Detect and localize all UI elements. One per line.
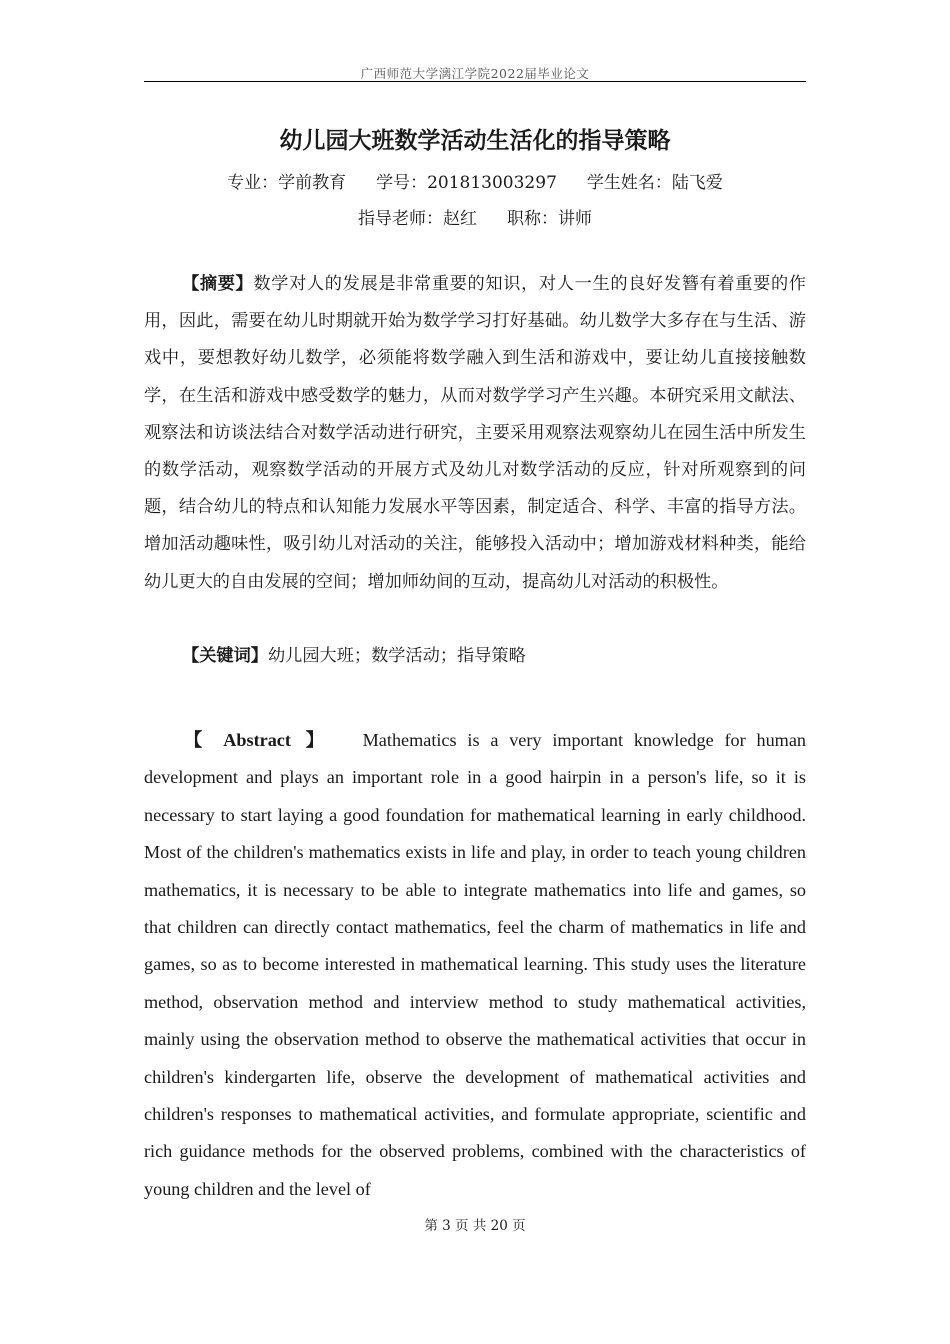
english-abstract [144,722,806,1208]
student-id-label: 学号：201813003297 [376,173,557,193]
chinese-abstract-label: 【摘要】 [182,274,254,294]
major-label: 专业：学前教育 [227,173,347,193]
running-header: 广西师范大学漓江学院2022届毕业论文 [360,66,590,81]
english-abstract-label: 【 Abstract 】 [184,730,331,750]
chinese-abstract-text: 数学对人的发展是非常重要的知识，对人一生的良好发簪有着重要的作用，因此，需要在幼儿时期就开始为数学学习打好基础。幼儿数学大多存在与生活、游戏中，要想教好幼儿数学，必须能将数学融入到生活和游戏中，要让幼儿直接接触数学，在生活和游戏中感受数学的魅力，从而对数学学习产生兴趣。本研究采用文献法、观察法和访谈法结合对数学活动进行研究，主要采用观察法观察幼儿在园生活中所发生的数学活动，观察数学活动的开展方式及幼儿对数学活动的反应，针对所观察到的问题，结合幼儿的特点和认知能力发展水平等因素，制定适合、科学、丰富的指导方法。增加活动趣味性，吸引幼儿对活动的关注，能够投入活动中；增加游戏材料种类，能给幼儿更大的自由发展的空间；增加师幼间的互动，提高幼儿对活动的积极性。 [144,274,806,592]
chinese-abstract [144,266,806,601]
chinese-keywords-text: 幼儿园大班；数学活动；指导策略 [267,646,526,666]
page-number-footer: 第 3 页 共 20 页 [424,1218,526,1234]
header-rule [144,81,806,82]
paper-title: 幼儿园大班数学活动生活化的指导策略 [279,128,671,154]
student-name-label: 学生姓名：陆飞爱 [586,173,723,193]
chinese-keywords-label: 【关键词】 [182,646,268,666]
chinese-keywords [144,638,806,675]
author-info-line [144,170,806,196]
advisor-info-line [144,206,806,232]
english-abstract-text: Mathematics is a very important knowledge for human development and plays an important role in a good hairpin in a person's life, so it is necessary to start laying a good foundation for mathematical learning in early childhood. Most of the children's mathematics exists in life and play, in order to teach young children mathematics, it is necessary to be able to integrate mathematics into life and games, so that children can directly contact mathematics, feel the charm of mathematics in life and games, so as to become interested in mathematical learning. This study uses the literature method, observation method and interview method to study mathematical activities, mainly using the observation method to observe the mathematical activities that occur in children's kindergarten life, observe the development of mathematical activities and children's responses to mathematical activities, and formulate appropriate, scientific and rich guidance methods for the observed problems, combined with the characteristics of young children and the level of [144,730,806,1199]
advisor-label: 指导老师：赵红 [358,209,477,229]
advisor-title-label: 职称：讲师 [507,209,592,229]
